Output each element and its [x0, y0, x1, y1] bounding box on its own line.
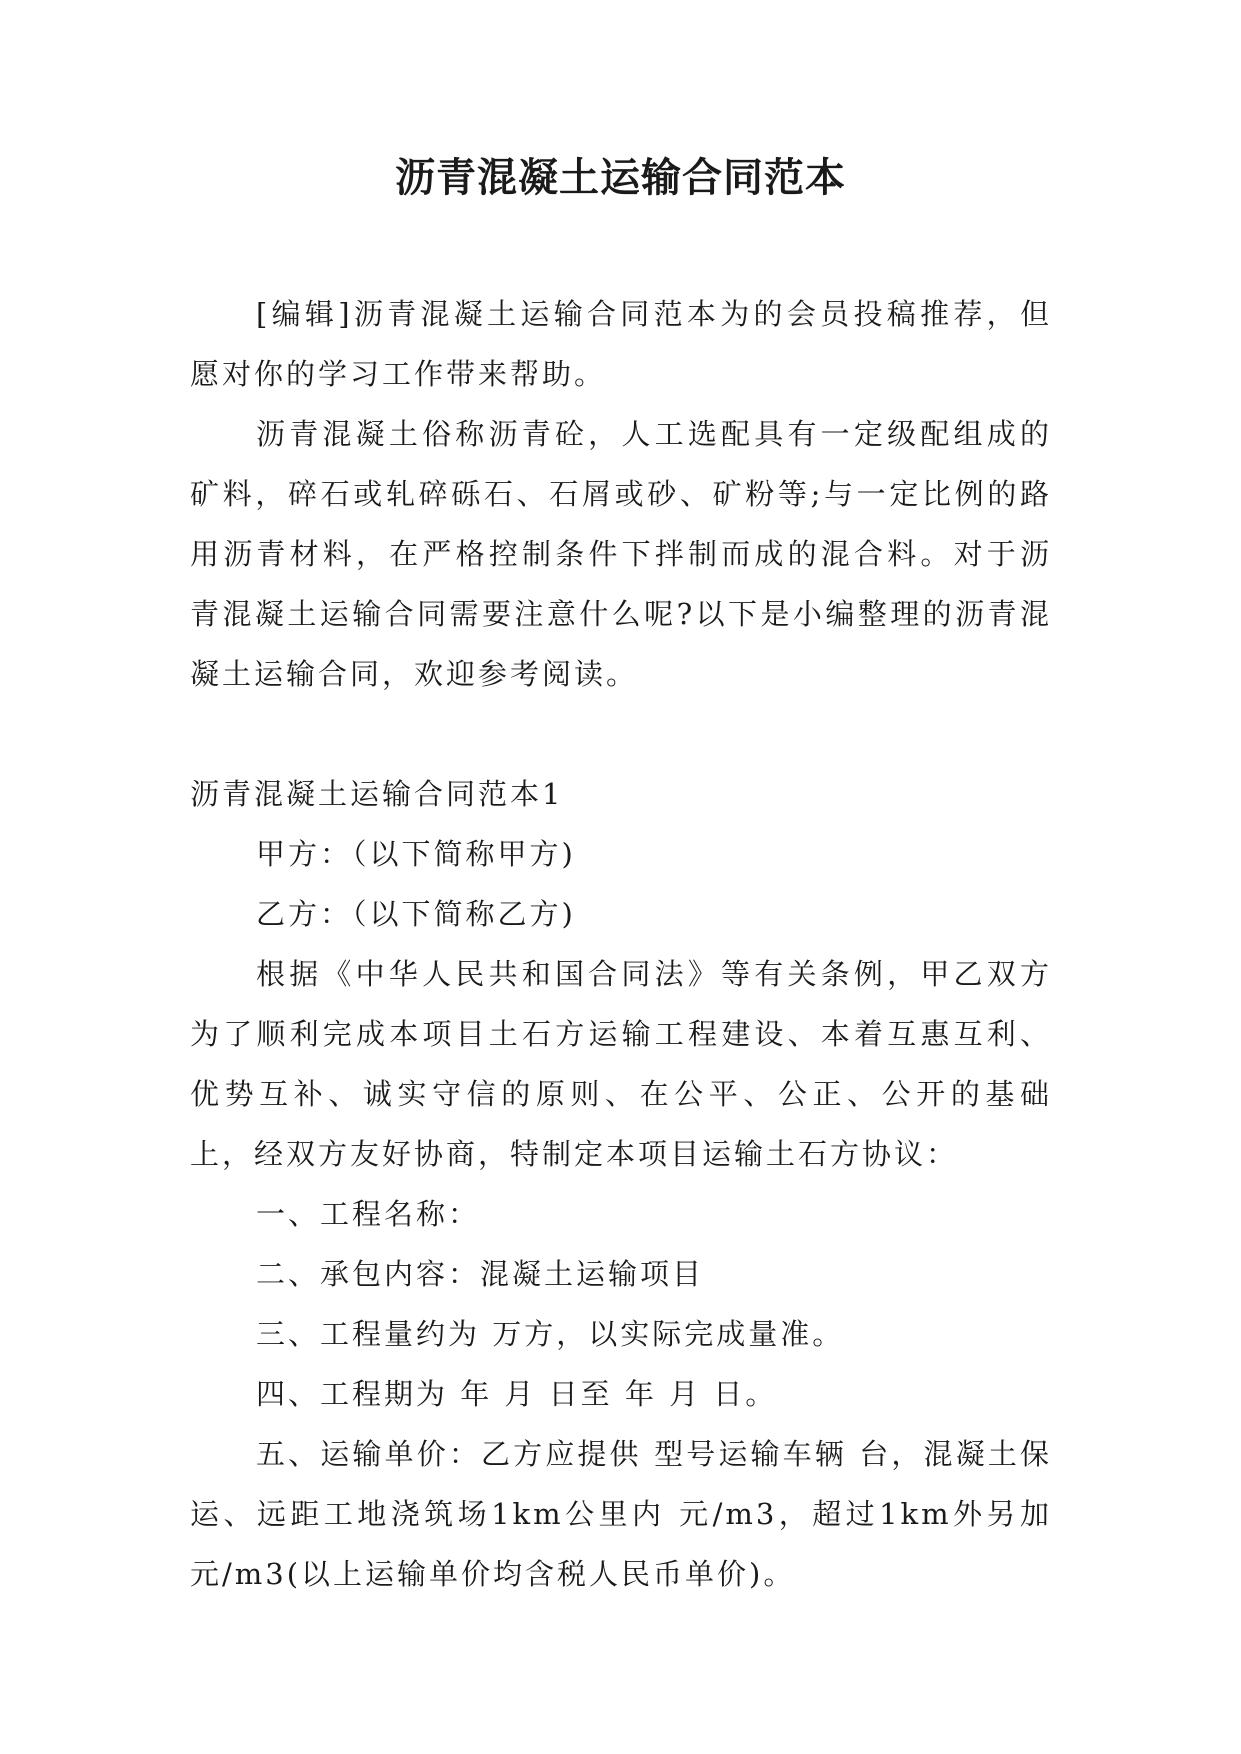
clause-1: 一、工程名称： [256, 1197, 481, 1231]
clause-2: 二、承包内容：混凝土运输项目 [256, 1257, 705, 1291]
party-a-line: 甲方：（以下简称甲方) [256, 837, 576, 871]
preamble-paragraph: 根据《中华人民共和国合同法》等有关条例，甲乙双方为了顺利完成本项目土石方运输工程建设、本着互惠互利、优势互补、诚实守信的原则、在公平、公正、公开的基础上，经双方友好协商，特制定本项目运输土石方协议： [190, 957, 1052, 1171]
document-body [190, 284, 1052, 1604]
document-title: 沥青混凝土运输合同范本 [395, 154, 846, 201]
description-paragraph: 沥青混凝土俗称沥青砼，人工选配具有一定级配组成的矿料，碎石或轧碎砾石、石屑或砂、矿粉等;与一定比例的路用沥青材料，在严格控制条件下拌制而成的混合料。对于沥青混凝土运输合同需要注意什么呢?以下是小编整理的沥青混凝土运输合同，欢迎参考阅读。 [190, 417, 1052, 691]
clause-3: 三、工程量约为 万方，以实际完成量准。 [256, 1317, 845, 1351]
intro-paragraph: [编辑]沥青混凝土运输合同范本为的会员投稿推荐，但愿对你的学习工作带来帮助。 [190, 297, 1052, 391]
clause-5: 五、运输单价：乙方应提供 型号运输车辆 台，混凝土保运、远距工地浇筑场1km公里内 元/m3，超过1km外另加元/m3(以上运输单价均含税人民币单价)。 [190, 1437, 1052, 1591]
paragraph-spacer [190, 704, 1052, 764]
section-heading: 沥青混凝土运输合同范本1 [190, 777, 564, 811]
party-b-line: 乙方：（以下简称乙方) [256, 897, 576, 931]
clause-4: 四、工程期为 年 月 日至 年 月 日。 [256, 1377, 778, 1411]
